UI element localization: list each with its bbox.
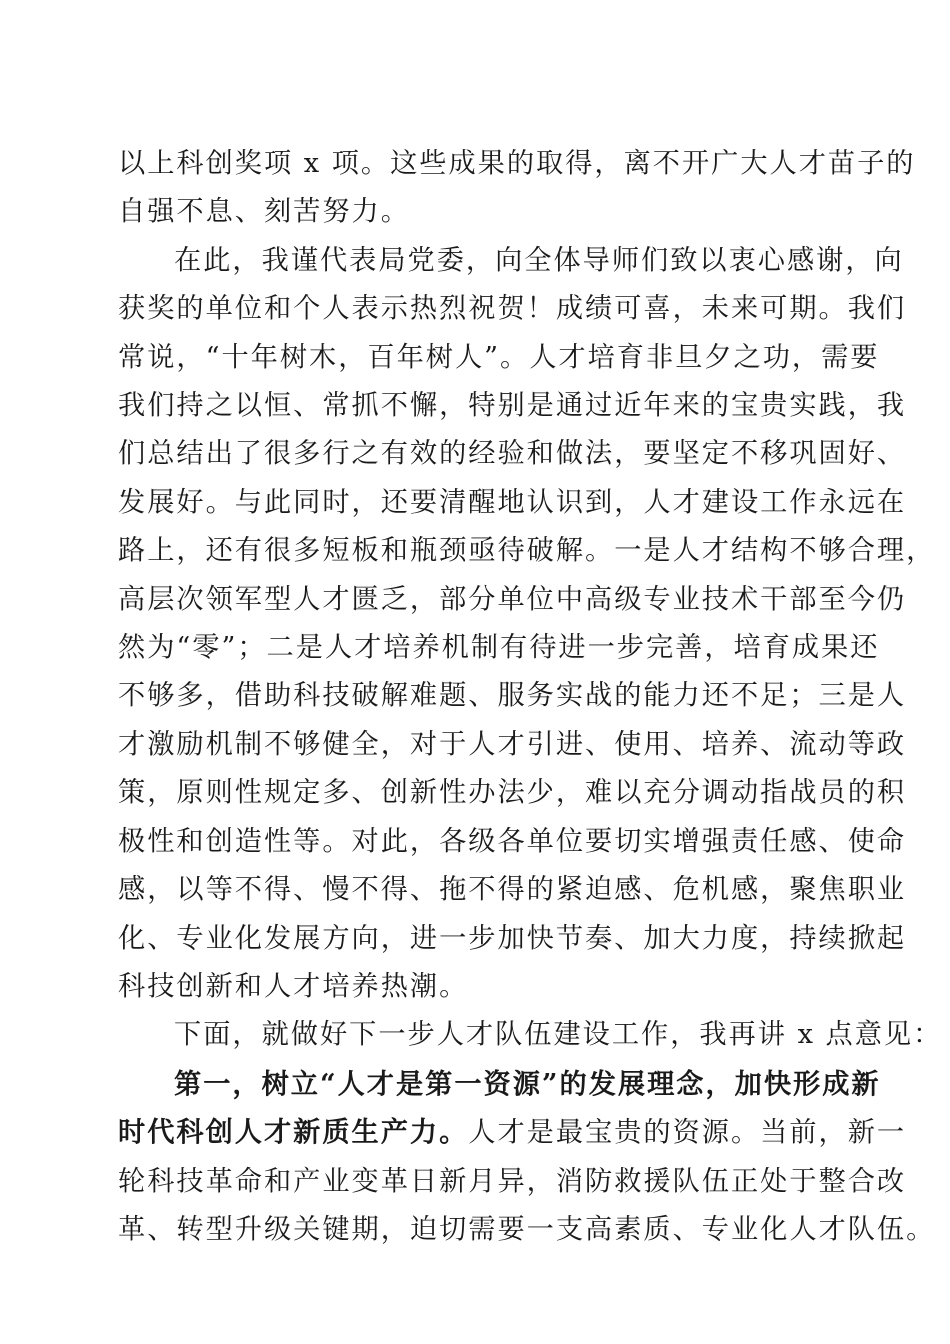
text-line: 们总结出了很多行之有效的经验和做法，要坚定不移巩固好、 [118,438,907,470]
text-line: 然为“零”；二是人才培养机制有待进一步完善，培育成果还 [118,632,880,664]
text-line: 不够多，借助科技破解难题、服务实战的能力还不足；三是人 [118,680,907,712]
text-line: 发展好。与此同时，还要清醒地认识到，人才建设工作永远在 [118,486,907,518]
text-line: 常说，“十年树木，百年树人”。人才培育非旦夕之功，需要 [118,341,880,373]
paragraph-3 [118,1011,943,1059]
text-span: 人才是最宝贵的资源。当前，新一 [468,1117,907,1149]
text-line: 自强不息、刻苦努力。 [118,196,410,228]
text-line: 高层次领军型人才匮乏，部分单位中高级专业技术干部至今仍 [118,583,907,615]
document-body [118,140,943,1254]
text-line: 才激励机制不够健全，对于人才引进、使用、培养、流动等政 [118,728,907,760]
section-heading-line: 第一，树立“人才是第一资源”的发展理念，加快形成新 [174,1067,881,1100]
text-line: 革、转型升级关键期，迫切需要一支高素质、专业化人才队伍。 [118,1213,936,1245]
paragraph-2 [118,237,936,1012]
text-line: 以上科创奖项 x 项。这些成果的取得，离不开广大人才苗子的 [118,148,916,179]
text-line: 科技创新和人才培养热潮。 [118,970,469,1002]
text-line: 获奖的单位和个人表示热烈祝贺！成绩可喜，未来可期。我们 [118,293,907,325]
mixed-line [118,1108,907,1157]
paragraph-1 [118,140,916,237]
text-line: 策，原则性规定多、创新性办法少，难以充分调动指战员的积 [118,777,907,809]
text-line: 化、专业化发展方向，进一步加快节奏、加大力度，持续掀起 [118,922,907,954]
text-line: 在此，我谨代表局党委，向全体导师们致以衷心感谢，向 [174,244,904,276]
text-line: 极性和创造性等。对此，各级各单位要切实增强责任感、使命 [118,825,907,857]
text-line: 感，以等不得、慢不得、拖不得的紧迫感、危机感，聚焦职业 [118,874,907,906]
text-line: 我们持之以恒、常抓不懈，特别是通过近年来的宝贵实践，我 [118,390,907,422]
section-heading-line: 时代科创人才新质生产力。 [118,1116,469,1149]
paragraph-4 [118,1060,936,1255]
text-line: 下面，就做好下一步人才队伍建设工作，我再讲 x 点意见： [174,1019,943,1051]
text-line: 路上，还有很多短板和瓶颈亟待破解。一是人才结构不够合理， [118,535,936,567]
text-line: 轮科技革命和产业变革日新月异，消防救援队伍正处于整合改 [118,1165,907,1197]
